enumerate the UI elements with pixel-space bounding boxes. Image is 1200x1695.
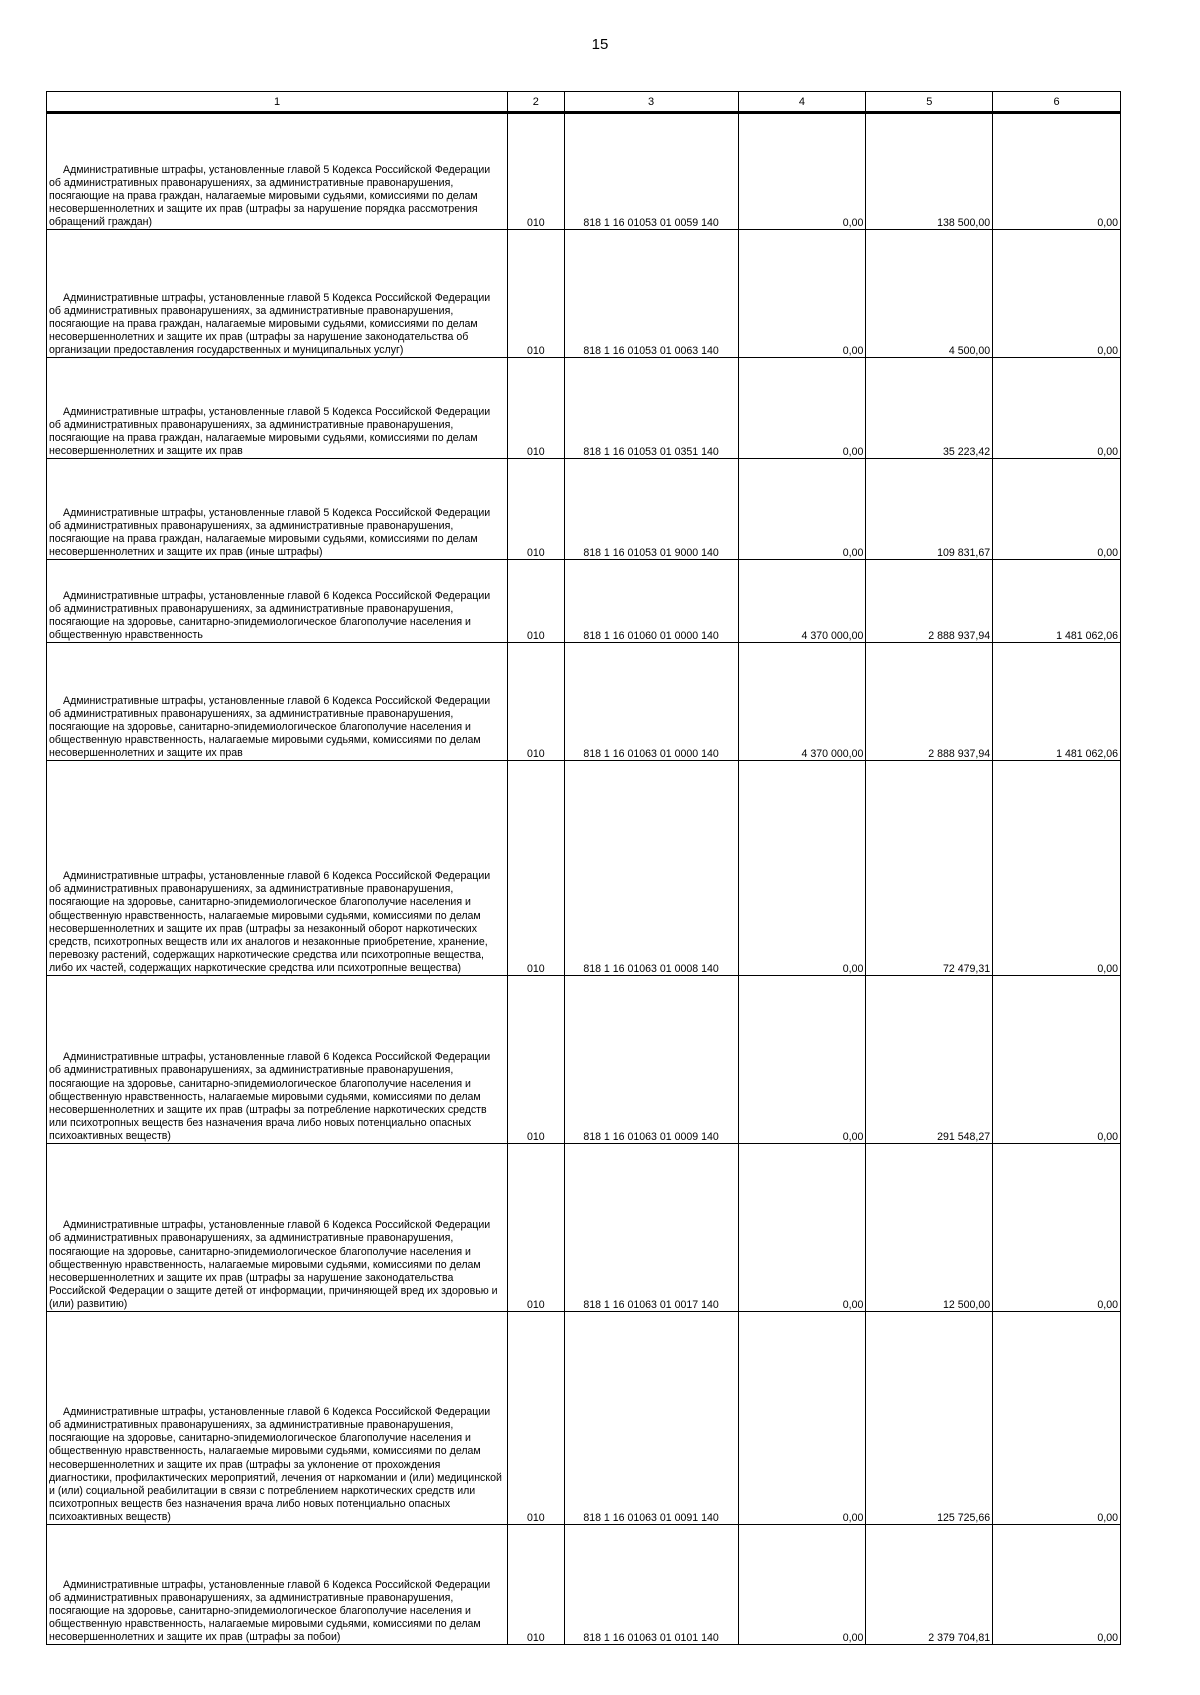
row-col6: 1 481 062,06 — [993, 643, 1121, 761]
table-row — [47, 1525, 1121, 1645]
row-kbk: 818 1 16 01063 01 0091 140 — [564, 1312, 738, 1525]
row-kbk: 818 1 16 01063 01 0008 140 — [564, 761, 738, 976]
row-col4: 0,00 — [738, 358, 866, 459]
row-col6: 0,00 — [993, 230, 1121, 358]
row-kbk: 818 1 16 01060 01 0000 140 — [564, 560, 738, 643]
row-code: 010 — [508, 976, 565, 1144]
row-col6: 1 481 062,06 — [993, 560, 1121, 643]
row-col6: 0,00 — [993, 358, 1121, 459]
row-col4: 4 370 000,00 — [738, 643, 866, 761]
row-description: Административные штрафы, установленные главой 6 Кодекса Российской Федерации об административных правонарушениях, за административные правонарушения, посягающие на здоровье, санитарно-эпидемиологическое благополучие населения и общественную нравственность, налагаемые мировыми судьями, комиссиями по делам несовершеннолетних и защите их прав (штрафы за побои) — [47, 1525, 508, 1645]
row-kbk: 818 1 16 01053 01 0063 140 — [564, 230, 738, 358]
row-col5: 2 379 704,81 — [866, 1525, 993, 1645]
table-row — [47, 761, 1121, 976]
row-kbk: 818 1 16 01063 01 0017 140 — [564, 1144, 738, 1312]
row-col5: 138 500,00 — [866, 113, 993, 230]
table-row — [47, 1312, 1121, 1525]
row-description: Административные штрафы, установленные главой 6 Кодекса Российской Федерации об административных правонарушениях, за административные правонарушения, посягающие на здоровье, санитарно-эпидемиологическое благополучие населения и общественную нравственность, налагаемые мировыми судьями, комиссиями по делам несовершеннолетних и защите их прав (штрафы за уклонение от прохождения диагностики, профилактических мероприятий, лечения от наркомании и (или) медицинской и (или) социальной реабилитации в связи с потреблением наркотических средств или психотропных веществ без назначения врача либо новых потенциально опасных психоактивных веществ) — [47, 1312, 508, 1525]
header-col-2: 2 — [508, 92, 565, 113]
row-code: 010 — [508, 1312, 565, 1525]
row-col4: 0,00 — [738, 976, 866, 1144]
row-kbk: 818 1 16 01063 01 0101 140 — [564, 1525, 738, 1645]
header-row — [47, 92, 1121, 113]
row-col6: 0,00 — [993, 459, 1121, 560]
row-col6: 0,00 — [993, 113, 1121, 230]
row-code: 010 — [508, 230, 565, 358]
row-description: Административные штрафы, установленные главой 5 Кодекса Российской Федерации об административных правонарушениях, за административные правонарушения, посягающие на права граждан, налагаемые мировыми судьями, комиссиями по делам несовершеннолетних и защите их прав (штрафы за нарушение порядка рассмотрения обращений граждан) — [47, 113, 508, 230]
row-description: Административные штрафы, установленные главой 6 Кодекса Российской Федерации об административных правонарушениях, за административные правонарушения, посягающие на здоровье, санитарно-эпидемиологическое благополучие населения и общественную нравственность, налагаемые мировыми судьями, комиссиями по делам несовершеннолетних и защите их прав (штрафы за потребление наркотических средств или психотропных веществ без назначения врача либо новых потенциально опасных психоактивных веществ) — [47, 976, 508, 1144]
row-col5: 2 888 937,94 — [866, 560, 993, 643]
row-kbk: 818 1 16 01063 01 0009 140 — [564, 976, 738, 1144]
row-col6: 0,00 — [993, 976, 1121, 1144]
row-col5: 12 500,00 — [866, 1144, 993, 1312]
row-col6: 0,00 — [993, 1525, 1121, 1645]
header-col-4: 4 — [738, 92, 866, 113]
row-col5: 72 479,31 — [866, 761, 993, 976]
row-description: Административные штрафы, установленные главой 6 Кодекса Российской Федерации об административных правонарушениях, за административные правонарушения, посягающие на здоровье, санитарно-эпидемиологическое благополучие населения и общественную нравственность — [47, 560, 508, 643]
table-row — [47, 560, 1121, 643]
table-row — [47, 643, 1121, 761]
row-col6: 0,00 — [993, 1312, 1121, 1525]
table-row — [47, 976, 1121, 1144]
row-code: 010 — [508, 1144, 565, 1312]
row-col4: 0,00 — [738, 1312, 866, 1525]
header-col-3: 3 — [564, 92, 738, 113]
row-col6: 0,00 — [993, 761, 1121, 976]
row-col5: 35 223,42 — [866, 358, 993, 459]
row-description: Административные штрафы, установленные главой 5 Кодекса Российской Федерации об административных правонарушениях, за административные правонарушения, посягающие на права граждан, налагаемые мировыми судьями, комиссиями по делам несовершеннолетних и защите их прав (штрафы за нарушение законодательства об организации предоставления государственных и муниципальных услуг) — [47, 230, 508, 358]
row-col5: 291 548,27 — [866, 976, 993, 1144]
table-row — [47, 358, 1121, 459]
row-kbk: 818 1 16 01053 01 0059 140 — [564, 113, 738, 230]
row-col5: 109 831,67 — [866, 459, 993, 560]
row-col4: 0,00 — [738, 1525, 866, 1645]
row-col4: 0,00 — [738, 459, 866, 560]
row-col5: 2 888 937,94 — [866, 643, 993, 761]
row-code: 010 — [508, 560, 565, 643]
header-col-6: 6 — [993, 92, 1121, 113]
header-col-1: 1 — [47, 92, 508, 113]
row-description: Административные штрафы, установленные главой 5 Кодекса Российской Федерации об административных правонарушениях, за административные правонарушения, посягающие на права граждан, налагаемые мировыми судьями, комиссиями по делам несовершеннолетних и защите их прав — [47, 358, 508, 459]
row-description: Административные штрафы, установленные главой 6 Кодекса Российской Федерации об административных правонарушениях, за административные правонарушения, посягающие на здоровье, санитарно-эпидемиологическое благополучие населения и общественную нравственность, налагаемые мировыми судьями, комиссиями по делам несовершеннолетних и защите их прав (штрафы за нарушение законодательства Российской Федерации о защите детей от информации, причиняющей вред их здоровью и (или) развитию) — [47, 1144, 508, 1312]
row-kbk: 818 1 16 01053 01 9000 140 — [564, 459, 738, 560]
row-col4: 0,00 — [738, 113, 866, 230]
row-code: 010 — [508, 761, 565, 976]
row-col4: 4 370 000,00 — [738, 560, 866, 643]
row-kbk: 818 1 16 01063 01 0000 140 — [564, 643, 738, 761]
row-code: 010 — [508, 113, 565, 230]
header-col-5: 5 — [866, 92, 993, 113]
table-header — [47, 92, 1121, 113]
row-col4: 0,00 — [738, 230, 866, 358]
page-number: 15 — [591, 36, 609, 53]
table-row — [47, 1144, 1121, 1312]
row-code: 010 — [508, 358, 565, 459]
row-description: Административные штрафы, установленные главой 6 Кодекса Российской Федерации об административных правонарушениях, за административные правонарушения, посягающие на здоровье, санитарно-эпидемиологическое благополучие населения и общественную нравственность, налагаемые мировыми судьями, комиссиями по делам несовершеннолетних и защите их прав (штрафы за незаконный оборот наркотических средств, психотропных веществ или их аналогов и незаконные приобретение, хранение, перевозку растений, содержащих наркотические средства или психотропные вещества, либо их частей, содержащих наркотические средства или психотропные вещества) — [47, 761, 508, 976]
row-code: 010 — [508, 1525, 565, 1645]
row-col6: 0,00 — [993, 1144, 1121, 1312]
row-code: 010 — [508, 643, 565, 761]
table-row — [47, 230, 1121, 358]
table-body — [47, 113, 1121, 1645]
table-row — [47, 113, 1121, 230]
row-kbk: 818 1 16 01053 01 0351 140 — [564, 358, 738, 459]
row-description: Административные штрафы, установленные главой 6 Кодекса Российской Федерации об административных правонарушениях, за административные правонарушения, посягающие на здоровье, санитарно-эпидемиологическое благополучие населения и общественную нравственность, налагаемые мировыми судьями, комиссиями по делам несовершеннолетних и защите их прав — [47, 643, 508, 761]
row-col5: 125 725,66 — [866, 1312, 993, 1525]
report-table — [46, 91, 1121, 1645]
row-col5: 4 500,00 — [866, 230, 993, 358]
row-col4: 0,00 — [738, 761, 866, 976]
row-description: Административные штрафы, установленные главой 5 Кодекса Российской Федерации об административных правонарушениях, за административные правонарушения, посягающие на права граждан, налагаемые мировыми судьями, комиссиями по делам несовершеннолетних и защите их прав (иные штрафы) — [47, 459, 508, 560]
row-col4: 0,00 — [738, 1144, 866, 1312]
row-code: 010 — [508, 459, 565, 560]
table-row — [47, 459, 1121, 560]
